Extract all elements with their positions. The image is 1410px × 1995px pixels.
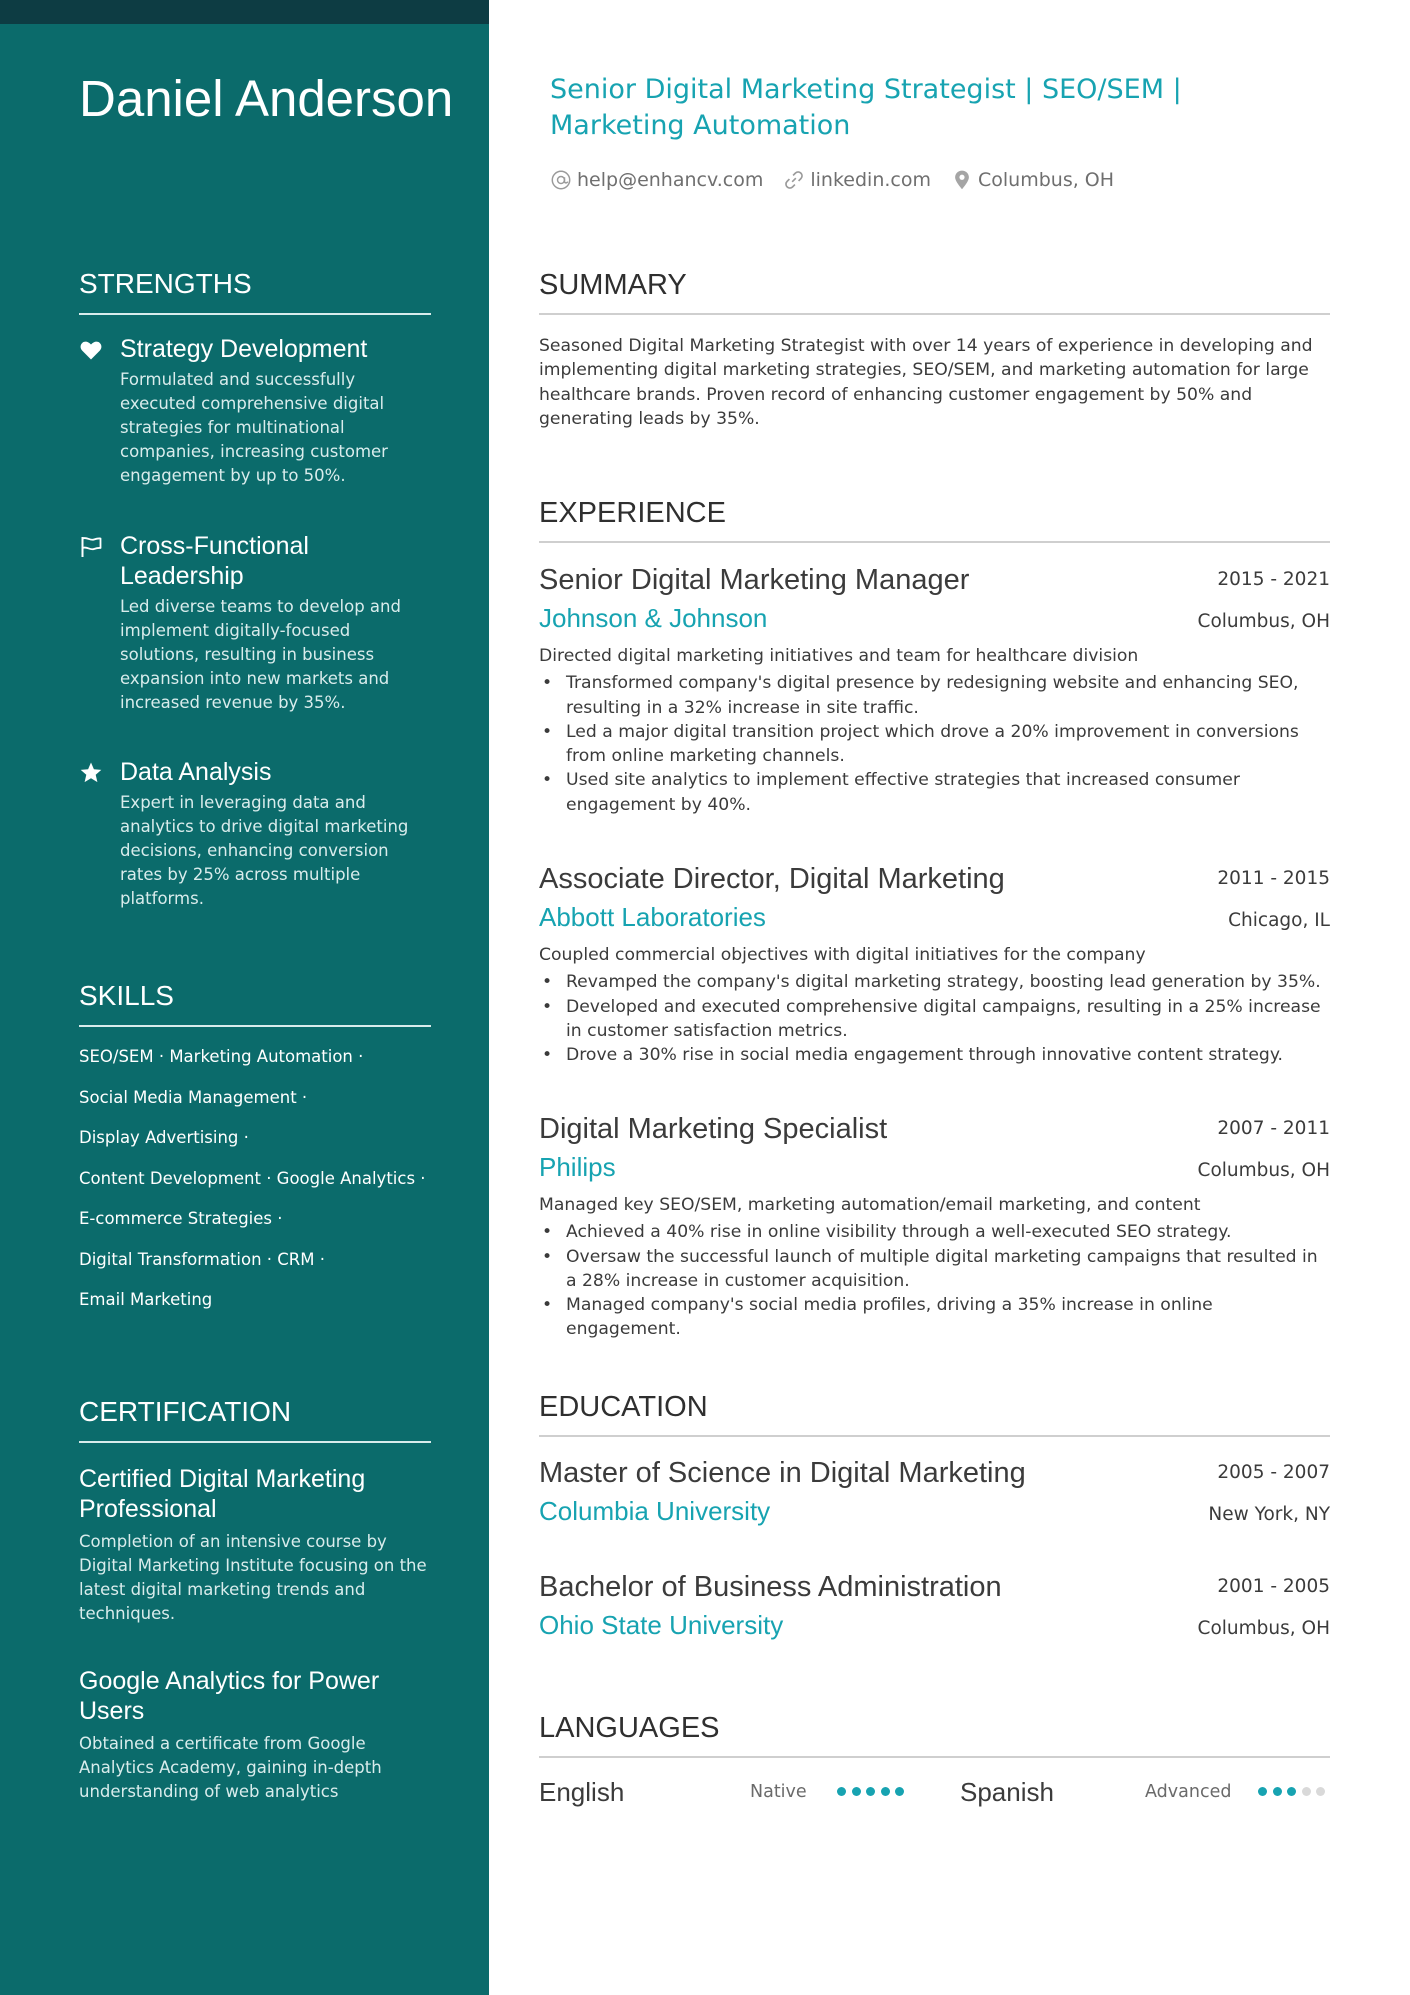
proficiency-dot-filled xyxy=(881,1787,890,1796)
certification-title: Certified Digital Marketing Professional xyxy=(79,1465,366,1523)
language-level: Advanced xyxy=(1145,1782,1232,1802)
job-description: Directed digital marketing initiatives and team for healthcare division xyxy=(539,646,1139,666)
proficiency-dot-empty xyxy=(1302,1787,1311,1796)
certification-heading: CERTIFICATION xyxy=(79,1395,431,1443)
job-dates: 2015 - 2021 xyxy=(1217,569,1330,590)
achievement-item: • Used site analytics to implement effective strategies that increased consumer engagement by 40%. xyxy=(539,768,1330,817)
education-location: New York, NY xyxy=(1208,1504,1330,1525)
degree-title: Master of Science in Digital Marketing xyxy=(539,1457,1026,1489)
company-name: Abbott Laboratories xyxy=(539,902,766,932)
strength-description: Led diverse teams to develop and implement digitally-focused solutions, resulting in business expansion into new markets and increased revenue by 35%. xyxy=(120,597,401,712)
proficiency-dot-filled xyxy=(837,1787,846,1796)
education-location: Columbus, OH xyxy=(1197,1618,1330,1639)
language-item xyxy=(539,1774,911,1810)
skill-line: Content Development · Google Analytics · xyxy=(79,1168,426,1188)
strength-title: Data Analysis xyxy=(120,758,272,786)
job-dates: 2011 - 2015 xyxy=(1217,868,1330,889)
language-item xyxy=(960,1774,1332,1810)
skill-line: Social Media Management · xyxy=(79,1087,308,1107)
experience-heading: EXPERIENCE xyxy=(539,495,1330,543)
experience-entry xyxy=(539,1111,1330,1342)
education-heading: EDUCATION xyxy=(539,1389,1330,1437)
star-icon xyxy=(79,761,103,785)
strength-item xyxy=(79,531,431,715)
certification-description: Obtained a certificate from Google Analytics Academy, gaining in-depth understanding of web analytics xyxy=(79,1734,382,1801)
education-entry xyxy=(539,1569,1330,1641)
proficiency-dot-filled xyxy=(866,1787,875,1796)
location-text: Columbus, OH xyxy=(978,169,1115,191)
contact-linkedin[interactable] xyxy=(783,169,931,191)
achievement-item: • Revamped the company's digital marketing strategy, boosting lead generation by 35%. xyxy=(539,970,1330,994)
achievement-item: • Transformed company's digital presence by redesigning website and enhancing SEO, resulting in a 32% increase in site traffic. xyxy=(539,671,1330,720)
experience-entry xyxy=(539,861,1330,1067)
skill-line: Display Advertising · xyxy=(79,1128,249,1147)
achievement-item: • Achieved a 40% rise in online visibility through a well-executed SEO strategy. xyxy=(539,1220,1330,1244)
certification-title: Google Analytics for Power Users xyxy=(79,1667,380,1725)
education-dates: 2005 - 2007 xyxy=(1217,1462,1330,1483)
sidebar-top-bar xyxy=(0,0,489,24)
certification-item xyxy=(79,1666,431,1804)
job-title: Senior Digital Marketing Manager xyxy=(539,564,970,596)
skills-heading: SKILLS xyxy=(79,979,431,1027)
strength-title: Cross-Functional Leadership xyxy=(120,532,309,590)
achievement-list xyxy=(539,1220,1330,1341)
linkedin-text: linkedin.com xyxy=(810,169,931,191)
certification-description: Completion of an intensive course by Digital Marketing Institute focusing on the latest digital marketing trends and techniques. xyxy=(79,1532,427,1623)
school-name: Ohio State University xyxy=(539,1610,784,1640)
job-dates: 2007 - 2011 xyxy=(1217,1118,1330,1139)
proficiency-dot-filled xyxy=(895,1787,904,1796)
strength-description: Expert in leveraging data and analytics to drive digital marketing decisions, enhancing conversion rates by 25% across multiple platforms. xyxy=(120,793,409,908)
achievement-item: • Led a major digital transition project which drove a 20% improvement in conversions from online marketing channels. xyxy=(539,720,1330,769)
experience-entry xyxy=(539,562,1330,817)
proficiency-dot-filled xyxy=(1287,1787,1296,1796)
certification-item xyxy=(79,1464,431,1626)
contact-location xyxy=(951,169,1114,191)
achievement-item: • Developed and executed comprehensive digital campaigns, resulting in a 25% increase in customer satisfaction metrics. xyxy=(539,995,1330,1044)
job-location: Columbus, OH xyxy=(1197,1160,1330,1181)
achievement-list xyxy=(539,671,1330,817)
languages-heading: LANGUAGES xyxy=(539,1710,1330,1758)
skill-line: E-commerce Strategies · xyxy=(79,1209,283,1228)
achievement-list xyxy=(539,970,1330,1067)
flag-icon xyxy=(79,535,103,559)
job-description: Coupled commercial objectives with digital initiatives for the company xyxy=(539,945,1146,965)
achievement-item: • Managed company's social media profiles, driving a 35% increase in online engagement. xyxy=(539,1293,1330,1342)
skill-line: Email Marketing xyxy=(79,1290,213,1309)
proficiency-dots xyxy=(1258,1787,1331,1796)
proficiency-dots xyxy=(837,1787,910,1796)
education-entry xyxy=(539,1455,1330,1527)
proficiency-dot-filled xyxy=(852,1787,861,1796)
proficiency-dot-filled xyxy=(1258,1787,1267,1796)
job-location: Columbus, OH xyxy=(1197,611,1330,632)
headline: Senior Digital Marketing Strategist | SEO/SEM | Marketing Automation xyxy=(550,74,1182,141)
language-name: Spanish xyxy=(960,1777,1054,1807)
candidate-name: Daniel Anderson xyxy=(79,70,454,127)
job-title: Digital Marketing Specialist xyxy=(539,1113,888,1145)
school-name: Columbia University xyxy=(539,1496,771,1526)
skill-line: SEO/SEM · Marketing Automation · xyxy=(79,1047,364,1066)
strengths-heading: STRENGTHS xyxy=(79,267,431,315)
at-icon xyxy=(550,169,572,191)
location-pin-icon xyxy=(951,169,973,191)
summary-text: Seasoned Digital Marketing Strategist with over 14 years of experience in developing and implementing digital marketing strategies, SEO/SEM, and marketing automation for large healthcare brands. Proven record of enhancing customer engagement by 50% and generating leads by 35%. xyxy=(539,336,1313,429)
language-name: English xyxy=(539,1777,625,1807)
job-title: Associate Director, Digital Marketing xyxy=(539,863,1005,895)
education-dates: 2001 - 2005 xyxy=(1217,1576,1330,1597)
email-text: help@enhancv.com xyxy=(577,169,764,191)
skill-line: Digital Transformation · CRM · xyxy=(79,1249,325,1269)
contact-bar xyxy=(550,165,1134,195)
degree-title: Bachelor of Business Administration xyxy=(539,1571,1002,1603)
company-name: Johnson & Johnson xyxy=(539,603,768,633)
job-location: Chicago, IL xyxy=(1228,910,1330,931)
language-level: Native xyxy=(750,1782,807,1802)
job-description: Managed key SEO/SEM, marketing automation/email marketing, and content xyxy=(539,1195,1201,1215)
sidebar xyxy=(0,0,489,1995)
proficiency-dot-empty xyxy=(1316,1787,1325,1796)
achievement-item: • Drove a 30% rise in social media engagement through innovative content strategy. xyxy=(539,1043,1330,1067)
link-icon xyxy=(783,169,805,191)
strength-title: Strategy Development xyxy=(120,335,368,363)
proficiency-dot-filled xyxy=(1273,1787,1282,1796)
skills-list xyxy=(79,1045,431,1329)
contact-email[interactable] xyxy=(550,169,763,191)
strength-description: Formulated and successfully executed comprehensive digital strategies for multinational companies, increasing customer engagement by up to 50%. xyxy=(120,370,388,485)
summary-heading: SUMMARY xyxy=(539,267,1330,315)
heart-icon xyxy=(79,338,103,362)
strength-item xyxy=(79,757,431,911)
strength-item xyxy=(79,334,431,488)
achievement-item: • Oversaw the successful launch of multiple digital marketing campaigns that resulted in a 28% increase in customer acquisition. xyxy=(539,1245,1330,1294)
company-name: Philips xyxy=(539,1152,616,1182)
